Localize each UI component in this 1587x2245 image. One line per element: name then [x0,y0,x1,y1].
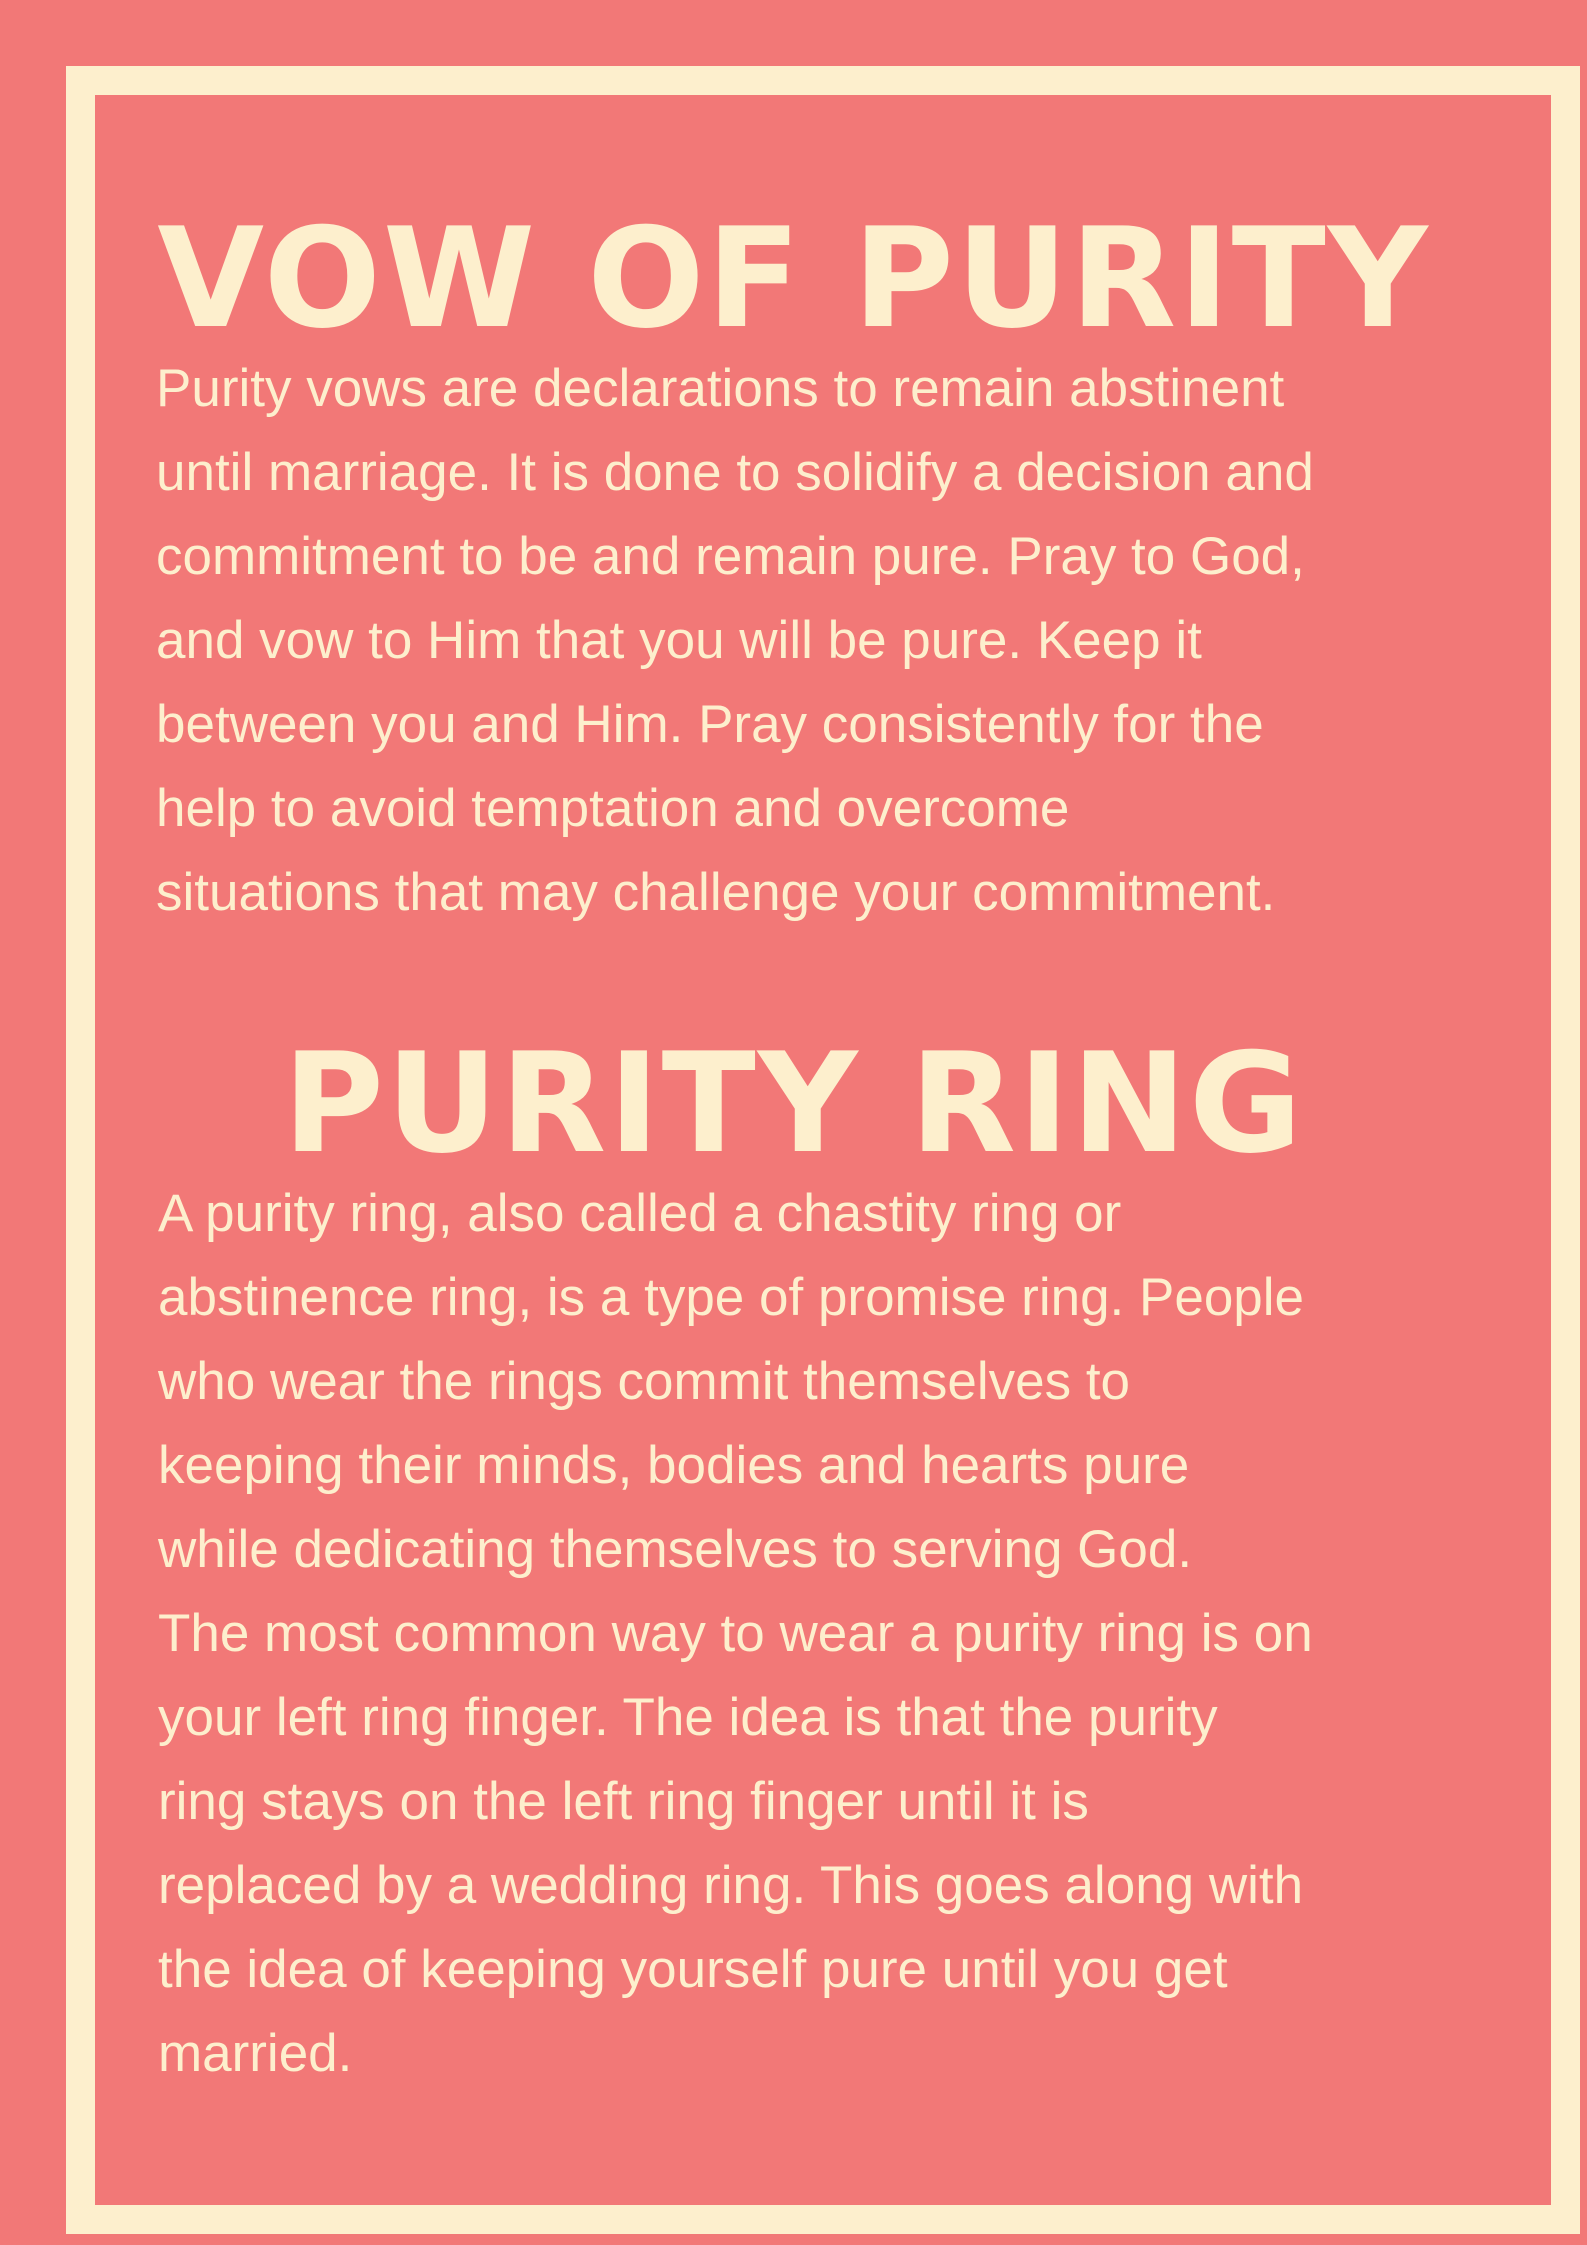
paragraph-line: who wear the rings commit themselves to [158,1352,1131,1411]
paragraph-line: keeping their minds, bodies and hearts pure [158,1436,1190,1495]
purity-ring-paragraph [158,1172,1313,2096]
paragraph-line: until marriage. It is done to solidify a decision and [156,443,1314,502]
paragraph-line: ring stays on the left ring finger until it is [158,1772,1089,1831]
heading-vow-of-purity: VOW OF PURITY [157,198,1430,359]
paragraph-line: replaced by a wedding ring. This goes along with [158,1856,1304,1915]
paragraph-line: help to avoid temptation and overcome [156,779,1070,838]
paragraph-line: abstinence ring, is a type of promise ring. People [158,1268,1305,1327]
vow-of-purity-paragraph [156,347,1314,935]
paragraph-line: situations that may challenge your commitment. [156,863,1276,922]
paragraph-line: your left ring finger. The idea is that the purity [158,1688,1218,1747]
paragraph-line: between you and Him. Pray consistently for the [156,695,1264,754]
paragraph-line: commitment to be and remain pure. Pray to God, [156,527,1305,586]
heading-purity-ring: PURITY RING [282,1023,1305,1184]
paragraph-line: the idea of keeping yourself pure until you get [158,1940,1228,1999]
paragraph-line: Purity vows are declarations to remain abstinent [156,359,1285,418]
paragraph-line: while dedicating themselves to serving God. [158,1520,1193,1579]
paragraph-line: The most common way to wear a purity ring is on [158,1604,1313,1663]
paragraph-line: A purity ring, also called a chastity ring or [158,1184,1122,1243]
paragraph-line: and vow to Him that you will be pure. Keep it [156,611,1202,670]
paragraph-line: married. [158,2024,353,2083]
